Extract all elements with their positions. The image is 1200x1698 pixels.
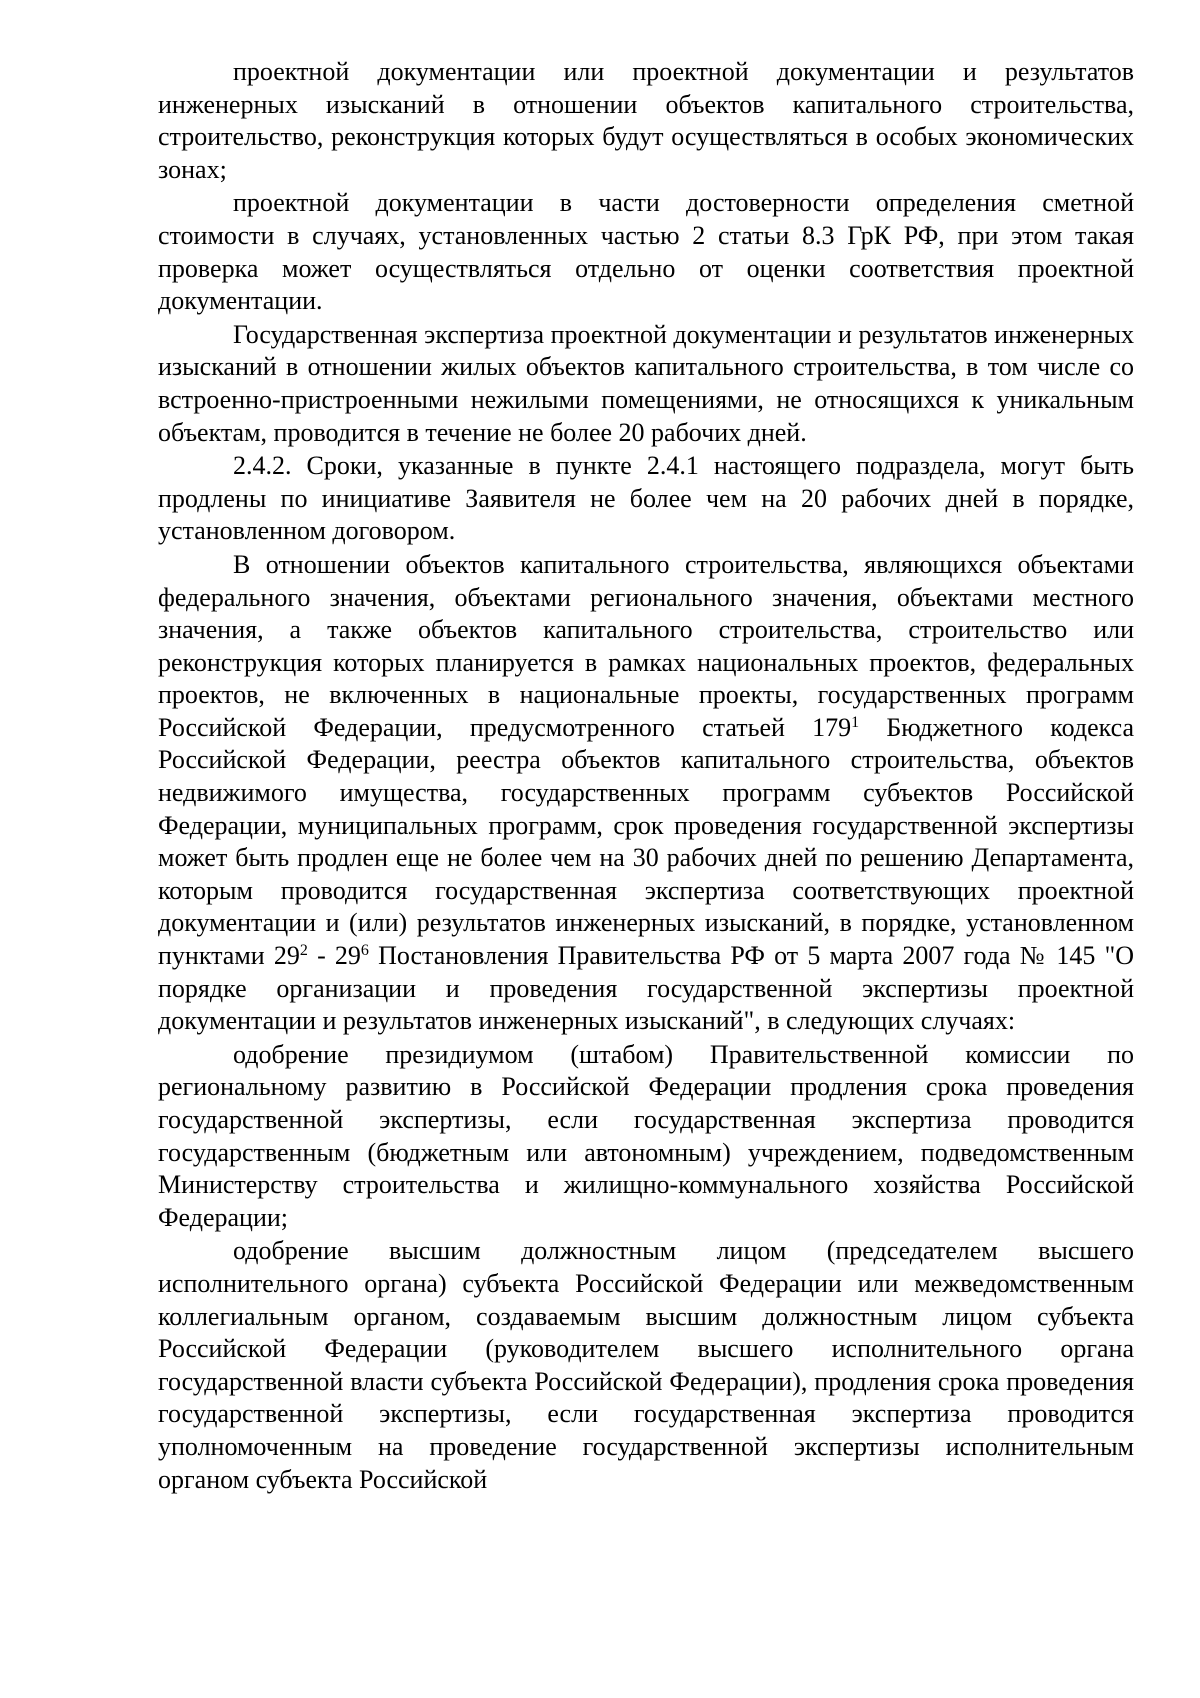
paragraph-text-part-1: В отношении объектов капитального строительства, являющихся объектами федерального значения, объектами регионального значения, объектами местного значения, а также объектов капитального строительства, строительство или реконструкция которых планируется в рамках национальных проектов, федеральных проектов, не включенных в национальные проекты, государственных программ Российской Федерации, предусмотренного статьей 179 <box>158 549 1134 742</box>
document-body <box>158 56 1134 1496</box>
paragraph-text-part-4: Постановления Правительства РФ от 5 марта 2007 года № 145 "О порядке организации и проведения государственной экспертизы проектной документации и результатов инженерных изысканий", в следующих случаях: <box>158 941 1134 1036</box>
superscript-6: 6 <box>360 942 369 960</box>
superscript-1: 1 <box>851 713 860 731</box>
paragraph-estimate-reliability: проектной документации в части достоверности определения сметной стоимости в случаях, установленных частью 2 статьи 8.3 ГрК РФ, при этом такая проверка может осуществляться отдельно от оценки соответствия проектной документации. <box>158 188 1134 316</box>
paragraph-term-extension: 2.4.2. Сроки, указанные в пункте 2.4.1 настоящего подраздела, могут быть продлены по инициативе Заявителя не более чем на 20 рабочих дней в порядке, установленном договором. <box>158 451 1134 546</box>
paragraph-text-part-2: Бюджетного кодекса Российской Федерации, реестра объектов капитального строительства, объектов недвижимого имущества, государственных программ субъектов Российской Федерации, муниципальных программ, срок проведения государственной экспертизы может быть продлен еще не более чем на 30 рабочих дней по решению Департамента, которым проводится государственная экспертиза соответствующих проектной документации и (или) результатов инженерных изысканий, в порядке, установленном пунктами 29 <box>158 712 1134 971</box>
paragraph-special-economic-zones: проектной документации или проектной документации и результатов инженерных изысканий в отношении объектов капитального строительства, строительство, реконструкция которых будут осуществляться в особых экономических зонах; <box>158 57 1134 184</box>
paragraph-presidium-approval: одобрение президиумом (штабом) Правительственной комиссии по региональному развитию в Российской Федерации продления срока проведения государственной экспертизы, если государственная экспертиза проводится государственным (бюджетным или автономным) учреждением, подведомственным Министерству строительства и жилищно-коммунального хозяйства Российской Федерации; <box>158 1039 1134 1232</box>
paragraph-official-approval: одобрение высшим должностным лицом (председателем высшего исполнительного органа) субъекта Российской Федерации или межведомственным коллегиальным органом, создаваемым высшим должностным лицом субъекта Российской Федерации (руководителем высшего исполнительного органа государственной власти субъекта Российской Федерации), продления срока проведения государственной экспертизы, если государственная экспертиза проводится уполномоченным на проведение государственной экспертизы исполнительным органом субъекта Российской <box>158 1236 1134 1494</box>
paragraph-capital-construction-extension <box>158 549 1134 1038</box>
superscript-2: 2 <box>299 942 308 960</box>
paragraph-text-part-3: - 29 <box>307 941 361 971</box>
paragraph-residential-objects-term: Государственная экспертиза проектной документации и результатов инженерных изысканий в отношении жилых объектов капитального строительства, в том числе со встроенно-пристроенными нежилыми помещениями, не относящихся к уникальным объектам, проводится в течение не более 20 рабочих дней. <box>158 319 1134 447</box>
